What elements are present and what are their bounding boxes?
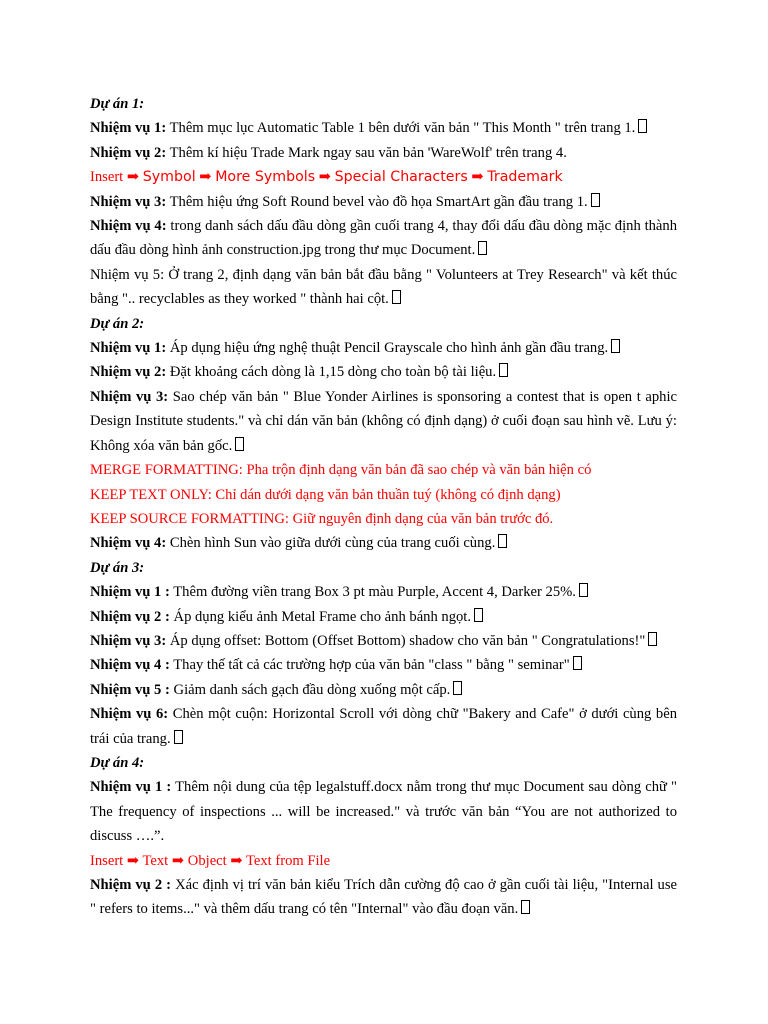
task-label: Nhiệm vụ 3: bbox=[90, 193, 167, 210]
task-item bbox=[90, 385, 677, 458]
menu-path-step: Text from File bbox=[245, 852, 331, 869]
task-item bbox=[90, 702, 677, 751]
section-heading: Dự án 3: bbox=[90, 559, 145, 576]
task-label: Nhiệm vụ 2 : bbox=[90, 608, 170, 625]
menu-path-start: Insert bbox=[90, 852, 124, 869]
task-text: Chèn hình Sun vào giữa dưới cùng của trang cuối cùng. bbox=[166, 535, 496, 552]
menu-path bbox=[90, 165, 677, 189]
right-arrow-icon: ➡ bbox=[126, 852, 140, 869]
checkbox-icon bbox=[499, 363, 508, 377]
task-label: Nhiệm vụ 4: bbox=[90, 535, 167, 552]
document-page bbox=[90, 92, 677, 922]
checkbox-icon bbox=[611, 339, 620, 353]
section-heading: Dự án 2: bbox=[90, 315, 145, 332]
checkbox-icon bbox=[174, 730, 183, 744]
task-item bbox=[90, 336, 677, 360]
right-arrow-icon: ➡ bbox=[230, 852, 243, 869]
checkbox-icon bbox=[573, 656, 582, 670]
checkbox-icon bbox=[392, 290, 401, 304]
task-label: Nhiệm vụ 4: bbox=[90, 218, 167, 235]
task-label: Nhiệm vụ 6: bbox=[90, 706, 169, 723]
instruction-note: KEEP SOURCE FORMATTING: Giữ nguyên định dạng của văn bản trước đó. bbox=[90, 510, 554, 527]
task-item bbox=[90, 116, 677, 140]
checkbox-icon bbox=[453, 681, 462, 695]
task-label: Nhiệm vụ 3: bbox=[90, 388, 169, 405]
task-label: Nhiệm vụ 5 : bbox=[90, 681, 170, 698]
task-text: Xác định vị trí văn bản kiểu Trích dẫn cường độ cao ở gần cuối tài liệu, "Internal use " refers to items..." và thêm dấu trang có tên "Internal" vào đầu đoạn văn. bbox=[90, 877, 677, 918]
task-text: Áp dụng hiệu ứng nghệ thuật Pencil Grayscale cho hình ảnh gần đầu trang. bbox=[166, 340, 609, 357]
task-item bbox=[90, 214, 677, 263]
task-text: Thêm đường viền trang Box 3 pt màu Purple, Accent 4, Darker 25%. bbox=[169, 584, 576, 601]
checkbox-icon bbox=[591, 193, 600, 207]
task-item bbox=[90, 580, 677, 604]
checkbox-icon bbox=[474, 608, 483, 622]
task-label: Nhiệm vụ 2 : bbox=[90, 877, 172, 893]
task-text: trong danh sách dấu đầu dòng gần cuối trang 4, thay đổi dấu đầu dòng mặc định thành dấu đầu dòng hình ảnh construction.jpg trong thư mục Document. bbox=[90, 218, 677, 259]
menu-path-start: Insert bbox=[90, 169, 124, 186]
task-text: Thêm nội dung của tệp legalstuff.docx nằm trong thư mục Document sau dòng chữ " The frequency of inspections ... will be increased." và trước văn bản “You are not authorized to discuss ….”. bbox=[90, 779, 677, 845]
task-text: Giảm danh sách gạch đầu dòng xuống một cấp. bbox=[169, 681, 451, 698]
task-text: Áp dụng kiểu ảnh Metal Frame cho ảnh bánh ngọt. bbox=[169, 608, 472, 625]
task-label: Nhiệm vụ 1: bbox=[90, 120, 167, 137]
menu-path-step: Special Characters bbox=[334, 169, 468, 186]
menu-path-step: Object bbox=[187, 852, 227, 869]
task-item bbox=[90, 263, 677, 312]
instruction-note: KEEP TEXT ONLY: Chỉ dán dưới dạng văn bản thuần tuý (không có định dạng) bbox=[90, 486, 561, 503]
instruction-note: MERGE FORMATTING: Pha trộn định dạng văn bản đã sao chép và văn bản hiện có bbox=[90, 462, 592, 479]
right-arrow-icon: ➡ bbox=[471, 169, 484, 186]
task-text: Chèn một cuộn: Horizontal Scroll với dòng chữ "Bakery and Cafe" ở dưới cùng bên trái của trang. bbox=[90, 706, 677, 747]
checkbox-icon bbox=[498, 534, 507, 548]
menu-path-step: Symbol bbox=[142, 169, 196, 186]
task-text: Thêm mục lục Automatic Table 1 bên dưới văn bản " This Month " trên trang 1. bbox=[166, 120, 636, 137]
task-text: Thêm kí hiệu Trade Mark ngay sau văn bản 'WareWolf' trên trang 4. bbox=[166, 144, 567, 161]
task-text: Nhiệm vụ 5: Ở trang 2, định dạng văn bản bắt đầu bằng " Volunteers at Trey Research" và kết thúc bằng ".. recyclables as they worked " thành hai cột. bbox=[90, 266, 677, 308]
checkbox-icon bbox=[478, 241, 487, 255]
task-text: Đặt khoảng cách dòng là 1,15 dòng cho toàn bộ tài liệu. bbox=[166, 364, 497, 381]
task-item bbox=[90, 775, 677, 848]
task-label: Nhiệm vụ 1: bbox=[90, 340, 167, 357]
section-heading: Dự án 4: bbox=[90, 754, 145, 771]
task-label: Nhiệm vụ 2: bbox=[90, 144, 167, 161]
task-item bbox=[90, 678, 677, 702]
right-arrow-icon: ➡ bbox=[318, 169, 331, 186]
task-item bbox=[90, 629, 677, 653]
checkbox-icon bbox=[521, 900, 530, 914]
task-item bbox=[90, 360, 677, 384]
task-label: Nhiệm vụ 1 : bbox=[90, 584, 170, 601]
task-text: Sao chép văn bản " Blue Yonder Airlines is sponsoring a contest that is open t aphic Design Institute students." và chỉ dán văn bản (không có định dạng) ở cuối đoạn sau hình vẽ. Lưu ý: Không xóa văn bản gốc. bbox=[90, 388, 677, 454]
task-item bbox=[90, 653, 677, 677]
menu-path-step: Text bbox=[142, 852, 169, 869]
right-arrow-icon: ➡ bbox=[171, 852, 185, 869]
task-item bbox=[90, 141, 677, 165]
task-text: Thêm hiệu ứng Soft Round bevel vào đồ họa SmartArt gần đầu trang 1. bbox=[166, 193, 588, 210]
menu-path bbox=[90, 849, 677, 873]
task-label: Nhiệm vụ 2: bbox=[90, 364, 167, 381]
checkbox-icon bbox=[235, 437, 244, 451]
right-arrow-icon: ➡ bbox=[199, 169, 212, 186]
task-item bbox=[90, 190, 677, 214]
task-text: Thay thế tất cả các trường hợp của văn bản "class " bằng " seminar" bbox=[169, 657, 570, 674]
task-item bbox=[90, 605, 677, 629]
task-item bbox=[90, 531, 677, 555]
checkbox-icon bbox=[638, 119, 647, 133]
task-label: Nhiệm vụ 1 : bbox=[90, 779, 172, 796]
task-label: Nhiệm vụ 3: bbox=[90, 632, 167, 649]
menu-path-step: Trademark bbox=[487, 169, 563, 186]
checkbox-icon bbox=[648, 632, 657, 646]
task-text: Áp dụng offset: Bottom (Offset Bottom) shadow cho văn bản " Congratulations!" bbox=[166, 632, 646, 649]
task-item bbox=[90, 873, 677, 922]
menu-path-step: More Symbols bbox=[215, 169, 316, 186]
task-label: Nhiệm vụ 4 : bbox=[90, 657, 170, 674]
checkbox-icon bbox=[579, 583, 588, 597]
right-arrow-icon: ➡ bbox=[126, 169, 140, 186]
section-heading: Dự án 1: bbox=[90, 96, 145, 112]
